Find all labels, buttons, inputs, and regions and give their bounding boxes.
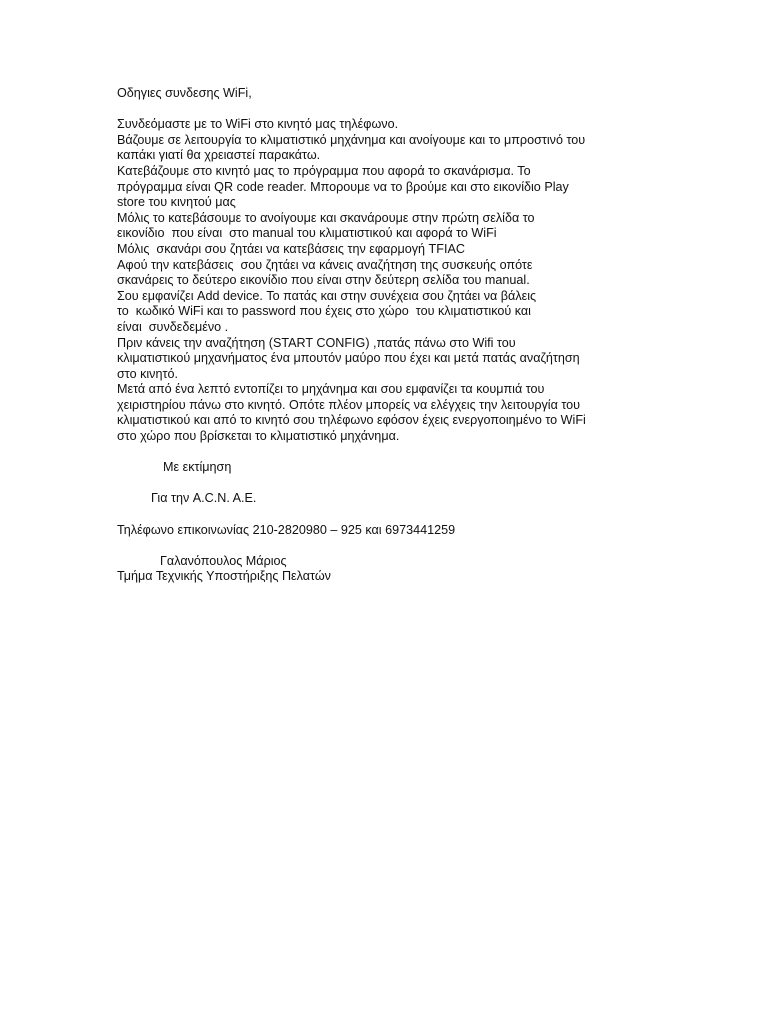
body-line: σκανάρεις το δεύτερο εικονίδιο που είναι στην δεύτερη σελίδα του manual. bbox=[117, 273, 530, 288]
greeting-line: Οδηγιες συνδεσης WiFi, bbox=[117, 86, 252, 100]
contact-phone-line: Τηλέφωνο επικοινωνίας 210-2820980 – 925 και 6973441259 bbox=[117, 522, 456, 537]
body-line: Κατεβάζουμε στο κινητό μας το πρόγραμμα που αφορά το σκανάρισμα. Το bbox=[117, 163, 531, 178]
body-line: store του κινητού μας bbox=[117, 195, 236, 210]
body-line: είναι συνδεδεμένο . bbox=[117, 319, 229, 334]
body-line: εικονίδιο που είναι στο manual του κλιματιστικού και αφορά το WiFi bbox=[117, 226, 497, 241]
body-line: κλιματιστικού μηχανήματος ένα μπουτόν μαύρο που έχει και μετά πατάς αναζήτηση bbox=[117, 351, 580, 366]
signer-name: Γαλανόπουλος Μάριος bbox=[160, 553, 287, 568]
body-line: χειριστηρίου πάνω στο κινητό. Οπότε πλέον μπορείς να ελέγχεις την λειτουργία του bbox=[117, 397, 581, 412]
body-line: Αφού την κατεβάσεις σου ζητάει να κάνεις αναζήτηση της συσκευής οπότε bbox=[117, 257, 533, 272]
body-line: καπάκι γιατί θα χρειαστεί παρακάτω. bbox=[117, 148, 321, 163]
body-line: Μόλις σκανάρι σου ζητάει να κατεβάσεις την εφαρμογή TFIAC bbox=[117, 241, 465, 256]
body-line: το κωδικό WiFi και το password που έχεις στο χώρο του κλιματιστικού και bbox=[117, 304, 531, 319]
instructions-body bbox=[117, 117, 657, 444]
body-line: Πριν κάνεις την αναζήτηση (START CONFIG) ,πατάς πάνω στο Wifi του bbox=[117, 335, 516, 350]
body-line: στο κινητό. bbox=[117, 366, 178, 381]
body-line: Μόλις το κατεβάσουμε το ανοίγουμε και σκανάρουμε στην πρώτη σελίδα το bbox=[117, 210, 535, 225]
department-line: Τμήμα Τεχνικής Υποστήριξης Πελατών bbox=[117, 569, 331, 584]
company-line: Για την A.C.N. A.E. bbox=[151, 491, 257, 506]
body-line: Μετά από ένα λεπτό εντοπίζει το μηχάνημα και σου εμφανίζει τα κουμπιά του bbox=[117, 382, 545, 397]
body-line: Συνδεόμαστε με το WiFi στο κινητό μας τηλέφωνο. bbox=[117, 117, 399, 132]
body-line: Σου εμφανίζει Add device. Το πατάς και στην συνέχεια σου ζητάει να βάλεις bbox=[117, 288, 537, 303]
body-line: πρόγραμμα είναι QR code reader. Μπορουμε να το βρούμε και στο εικονίδιο Play bbox=[117, 179, 569, 194]
body-line: Βάζουμε σε λειτουργία το κλιματιστικό μηχάνημα και ανοίγουμε και το μπροστινό του bbox=[117, 132, 586, 147]
body-line: κλιματιστικού και από το κινητό σου τηλέφωνο εφόσον έχεις ενεργοποιημένο το WiFi bbox=[117, 413, 586, 428]
body-line: στο χώρο που βρίσκεται το κλιματιστικό μηχάνημα. bbox=[117, 429, 400, 444]
document-page bbox=[117, 86, 657, 585]
regards-line: Με εκτίμηση bbox=[163, 460, 232, 475]
